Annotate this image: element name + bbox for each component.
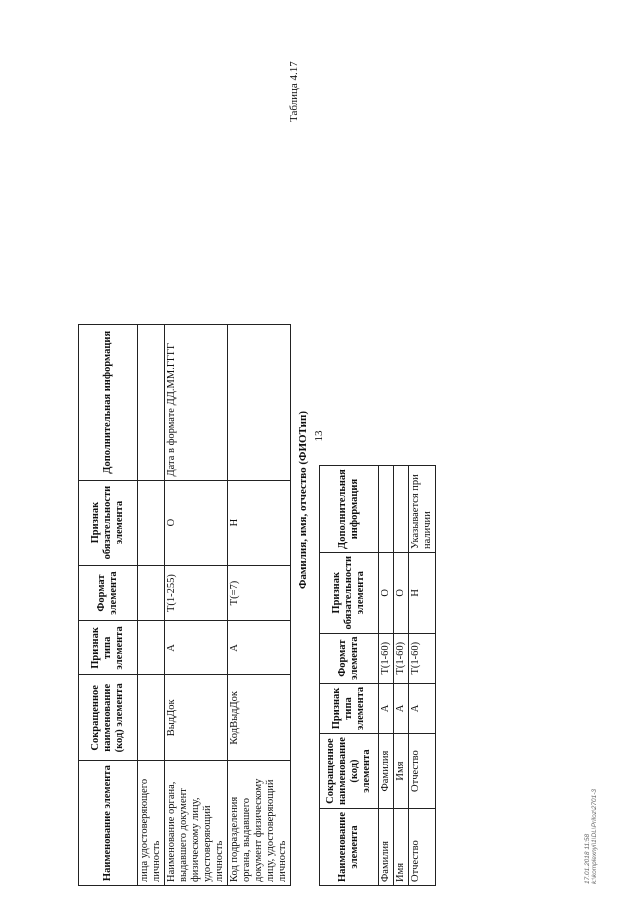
table-2-header-row xyxy=(320,466,379,886)
table-2 xyxy=(319,465,436,886)
header-additional-info: Дополнительная информация xyxy=(79,325,138,481)
cell-format: T(1-60) xyxy=(379,633,394,683)
header-element-name: Наименование элемента xyxy=(320,809,379,886)
table-row xyxy=(138,325,165,886)
cell-code xyxy=(138,675,165,761)
page-number: 13 xyxy=(313,430,325,442)
header-obligation: Признак обязательности элемента xyxy=(79,480,138,565)
header-short-code: Сокращенное наименование (код) элемента xyxy=(320,734,379,809)
cell-info xyxy=(379,466,394,553)
cell-name: Имя xyxy=(394,809,409,886)
cell-format xyxy=(138,565,165,621)
cell-info: Дата в формате ДД.ММ.ГГГГ xyxy=(165,325,228,481)
table-row xyxy=(409,466,436,886)
table-row xyxy=(165,325,228,886)
file-stamp-date: 17.01.2018 11:58 xyxy=(584,833,591,884)
cell-obligation: О xyxy=(394,553,409,634)
cell-type: А xyxy=(228,621,291,675)
cell-type xyxy=(138,621,165,675)
cell-info xyxy=(138,325,165,481)
cell-type: А xyxy=(165,621,228,675)
cell-obligation: Н xyxy=(409,553,436,634)
cell-code: Отчество xyxy=(409,734,436,809)
cell-format: T(1-255) xyxy=(165,565,228,621)
table-row xyxy=(379,466,394,886)
table-2-title: Фамилия, имя, отчество (ФИОТип) xyxy=(297,410,309,590)
cell-code: Имя xyxy=(394,734,409,809)
cell-info xyxy=(228,325,291,481)
file-stamp-path: k:\komplexnyi\1\DL\Priloz\2701-3 xyxy=(591,788,598,884)
table-1-header-row xyxy=(79,325,138,886)
table-1 xyxy=(78,324,291,886)
cell-name: Наименование органа, выдавшего документ физическому лицу, удостоверяющий личность xyxy=(165,761,228,886)
header-type-sign: Признак типа элемента xyxy=(79,621,138,675)
file-stamp xyxy=(584,724,598,884)
cell-format: T(1-60) xyxy=(394,633,409,683)
header-format: Формат элемента xyxy=(79,565,138,621)
table-2-container xyxy=(319,465,436,886)
cell-type: А xyxy=(394,683,409,733)
cell-name: лица удостоверяющего личность xyxy=(138,761,165,886)
header-obligation: Признак обязательности элемента xyxy=(320,553,379,634)
cell-name: Фамилия xyxy=(379,809,394,886)
header-type-sign: Признак типа элемента xyxy=(320,683,379,733)
header-element-name: Наименование элемента xyxy=(79,761,138,886)
cell-type: А xyxy=(379,683,394,733)
header-additional-info: Дополнительная информация xyxy=(320,466,379,553)
table-row xyxy=(394,466,409,886)
cell-obligation xyxy=(138,480,165,565)
cell-format: T(1-60) xyxy=(409,633,436,683)
cell-name: Отчество xyxy=(409,809,436,886)
cell-obligation: О xyxy=(379,553,394,634)
table-2-label: Таблица 4.17 xyxy=(288,61,300,122)
cell-type: А xyxy=(409,683,436,733)
cell-info: Указывается при наличии xyxy=(409,466,436,553)
cell-format: T(=7) xyxy=(228,565,291,621)
cell-obligation: О xyxy=(165,480,228,565)
cell-obligation: Н xyxy=(228,480,291,565)
table-1-container xyxy=(78,324,291,886)
cell-info xyxy=(394,466,409,553)
cell-code: КодВыдДок xyxy=(228,675,291,761)
cell-code: Фамилия xyxy=(379,734,394,809)
cell-code: ВыдДок xyxy=(165,675,228,761)
cell-name: Код подразделения органа, выдавшего документ физическому лицу, удостоверяющий личность xyxy=(228,761,291,886)
header-format: Формат элемента xyxy=(320,633,379,683)
header-short-code: Сокращенное наименование (код) элемента xyxy=(79,675,138,761)
table-row xyxy=(228,325,291,886)
